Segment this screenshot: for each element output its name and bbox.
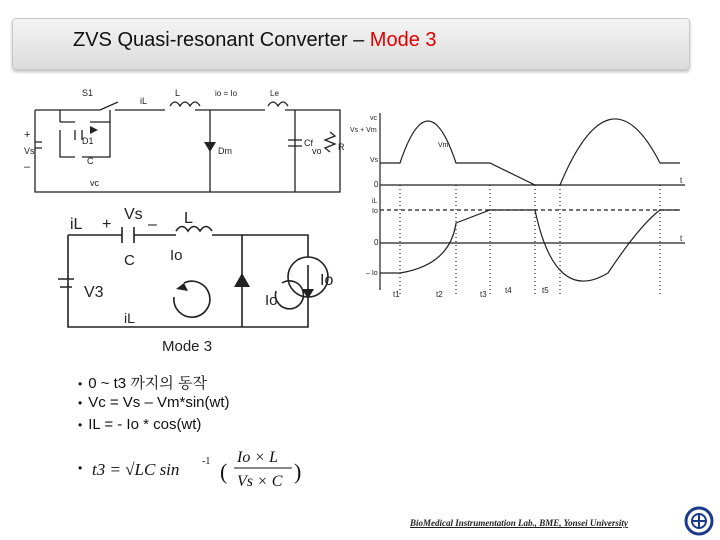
bullet-3-text: IL = - Io * cos(wt) <box>88 416 202 433</box>
m3-label-io: Io <box>170 247 183 264</box>
label-plus: + <box>24 129 31 141</box>
wf-zero1: 0 <box>374 180 379 189</box>
wf-zero2: 0 <box>374 238 379 247</box>
m3-label-plus: + <box>102 216 112 233</box>
wf-vs: Vs <box>370 157 379 164</box>
wf-tick-t2: t2 <box>436 290 443 299</box>
label-minus: – <box>24 161 31 173</box>
label-s1: S1 <box>82 88 94 98</box>
m3-label-il: iL <box>70 216 83 233</box>
wf-t2: t <box>680 234 683 243</box>
m3-label-minus: – <box>148 216 157 233</box>
label-c: C <box>87 156 94 166</box>
label-r: R <box>338 142 345 152</box>
slide-title <box>73 29 437 52</box>
svg-text:): ) <box>294 459 302 484</box>
waveform-diagram <box>340 105 690 300</box>
wf-vsvm: Vs + Vm <box>350 127 377 134</box>
label-cf: Cf <box>304 138 313 148</box>
label-il: iL <box>140 96 148 106</box>
circuit-diagram <box>20 82 350 197</box>
m3-label-l: L <box>184 210 193 227</box>
svg-text:(: ( <box>220 459 228 484</box>
label-l: L <box>175 88 181 98</box>
wf-tick-t1: t1 <box>393 290 400 299</box>
formula <box>92 442 312 494</box>
wf-t1: t <box>680 176 683 185</box>
wf-neg-io: – Io <box>366 270 378 277</box>
label-vo: vo <box>312 146 322 156</box>
label-vc: vc <box>90 178 99 188</box>
bullet-2: • Vc = Vs – Vm*sin(wt) <box>78 394 230 411</box>
wf-io: Io <box>372 208 378 215</box>
m3-caption: Mode 3 <box>162 338 213 355</box>
wf-tick-t5: t5 <box>542 286 549 295</box>
bullet-2-text: Vc = Vs – Vm*sin(wt) <box>88 394 230 411</box>
label-le: Le <box>270 89 279 98</box>
m3-label-il-loop: iL <box>124 310 135 326</box>
title-bar <box>12 18 690 70</box>
wf-tick-t4: t4 <box>505 286 512 295</box>
m3-label-io-loop: Io <box>265 292 278 309</box>
formula-exp: -1 <box>202 456 211 467</box>
m3-label-c: C <box>124 252 135 269</box>
university-seal-icon <box>684 506 714 536</box>
m3-label-io-right: Io <box>320 272 334 289</box>
footer-text: BioMedical Instrumentation Lab., BME, Yonsei University <box>410 518 628 528</box>
formula-num: Io × L <box>237 449 279 466</box>
m3-label-vs: Vs <box>124 206 143 223</box>
title-main: ZVS Quasi-resonant Converter – <box>73 29 370 51</box>
bullet-1: • 0 ~ t3 까지의 동작 <box>78 375 207 392</box>
wf-tick-t3: t3 <box>480 290 487 299</box>
formula-lhs: t3 = √LC sin <box>92 460 180 479</box>
label-io: io = Io <box>215 89 238 98</box>
label-dm: Dm <box>218 146 232 156</box>
label-d1: D1 <box>82 136 94 146</box>
title-highlight: Mode 3 <box>369 29 437 51</box>
formula-den: Vs × C <box>237 473 283 490</box>
wf-il: iL <box>372 198 378 205</box>
wf-vc: vc <box>370 115 377 122</box>
wf-vm: Vm <box>438 142 449 149</box>
bullet-1-text: 0 ~ t3 까지의 동작 <box>88 375 207 392</box>
label-vs: Vs <box>24 146 35 156</box>
mode3-circuit <box>58 205 358 355</box>
bullet-3: • IL = - Io * cos(wt) <box>78 416 202 433</box>
m3-label-v3: V3 <box>84 284 104 301</box>
bullet-4: • <box>78 461 83 475</box>
